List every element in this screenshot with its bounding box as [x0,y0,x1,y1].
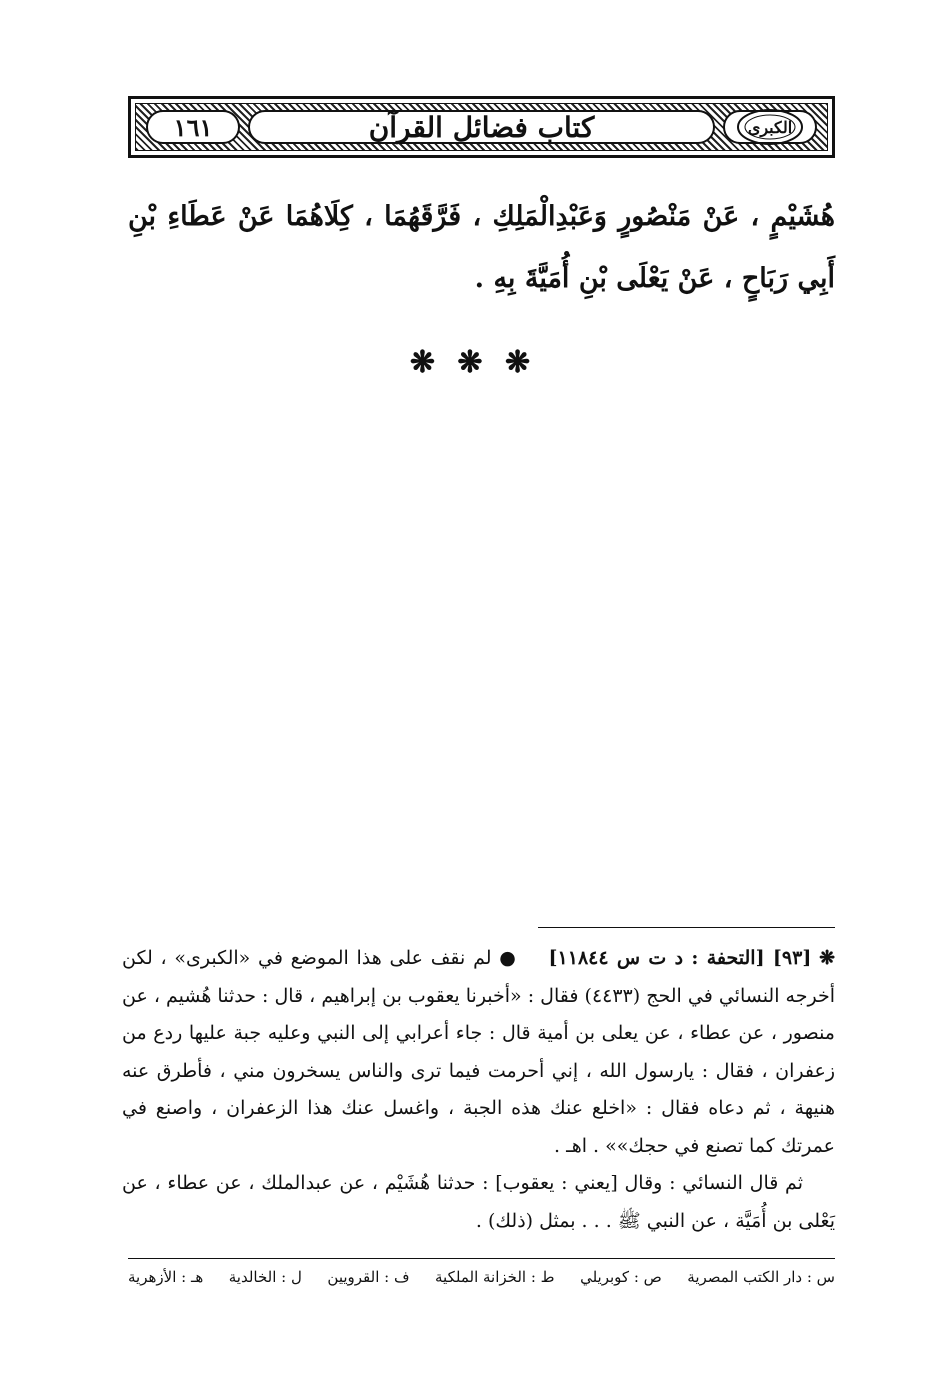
main-hadith-text: هُشَيْمٍ ، عَنْ مَنْصُورٍ وَعَبْدِالْمَلِكِ ، فَرَّقَهُمَا ، كِلَاهُمَا عَنْ عَطَاءِ بْنِ أَبِي رَبَاحٍ ، عَنْ يَعْلَى بْنِ أُمَيَّةَ بِهِ . [128,201,835,294]
footnote-text-2: ثم قال النسائي : وقال [يعني : يعقوب] : حدثنا هُشَيْم ، عن عبدالملك ، عن عطاء ، عن يَعْلى بن أُمَيَّة ، عن النبي ﷺ . . . بمثل (ذلك) . [122,1172,835,1232]
footnote-text-1: لم نقف على هذا الموضع في «الكبرى» ، لكن أخرجه النسائي في الحج (٤٤٣٣) فقال : «أخبرنا يعقوب بن إبراهيم ، قال : حدثنا هُشيم ، عن منصور ، عن عطاء ، عن يعلى بن أمية قال : جاء أعرابي إلى النبي وعليه جبة عليها ردع من زعفران ، فقال : يارسول الله ، إني أحرمت فيما ترى والناس يسخرون مني ، فأطرق عنه هنيهة ، ثم دعاه فقال : «اخلع عنك هذه الجبة ، واغسل عنك هذا الزعفران ، واصنع في عمرتك كما تصنع في حجك»» . اهـ . [122,947,835,1157]
footnote-paragraph-2 [122,1165,835,1240]
footnote-paragraph-1 [122,940,835,1165]
footnote-marker: ❋ [819,947,835,969]
page-header [128,96,835,158]
siglum-item: هـ : الأزهرية [128,1268,204,1286]
sigla-rule [128,1258,835,1259]
header-ornament-band [135,103,828,151]
siglum-item: س : دار الكتب المصرية [687,1268,835,1286]
section-separator: ❋ ❋ ❋ [409,345,537,380]
svg-text:الكبرى: الكبرى [747,118,793,137]
footnote-reference: [٩٣] [التحفة : د ت س ١١٨٤٤] [548,947,812,969]
logo-emblem [735,107,805,147]
siglum-item: ط : الخزانة الملكية [435,1268,555,1286]
series-logo [723,110,817,144]
footnote-rule [538,927,835,928]
siglum-item: ف : القرويين [327,1268,410,1286]
siglum-item: ل : الخالدية [228,1268,302,1286]
footnote-bullet: ● [499,947,518,969]
siglum-item: ص : كوبريلي [580,1268,662,1286]
page-number: ١٦١ [146,110,240,144]
footnotes [122,940,835,1240]
chapter-title: كتاب فضائل القرآن [248,110,715,144]
manuscript-sigla [128,1264,835,1290]
